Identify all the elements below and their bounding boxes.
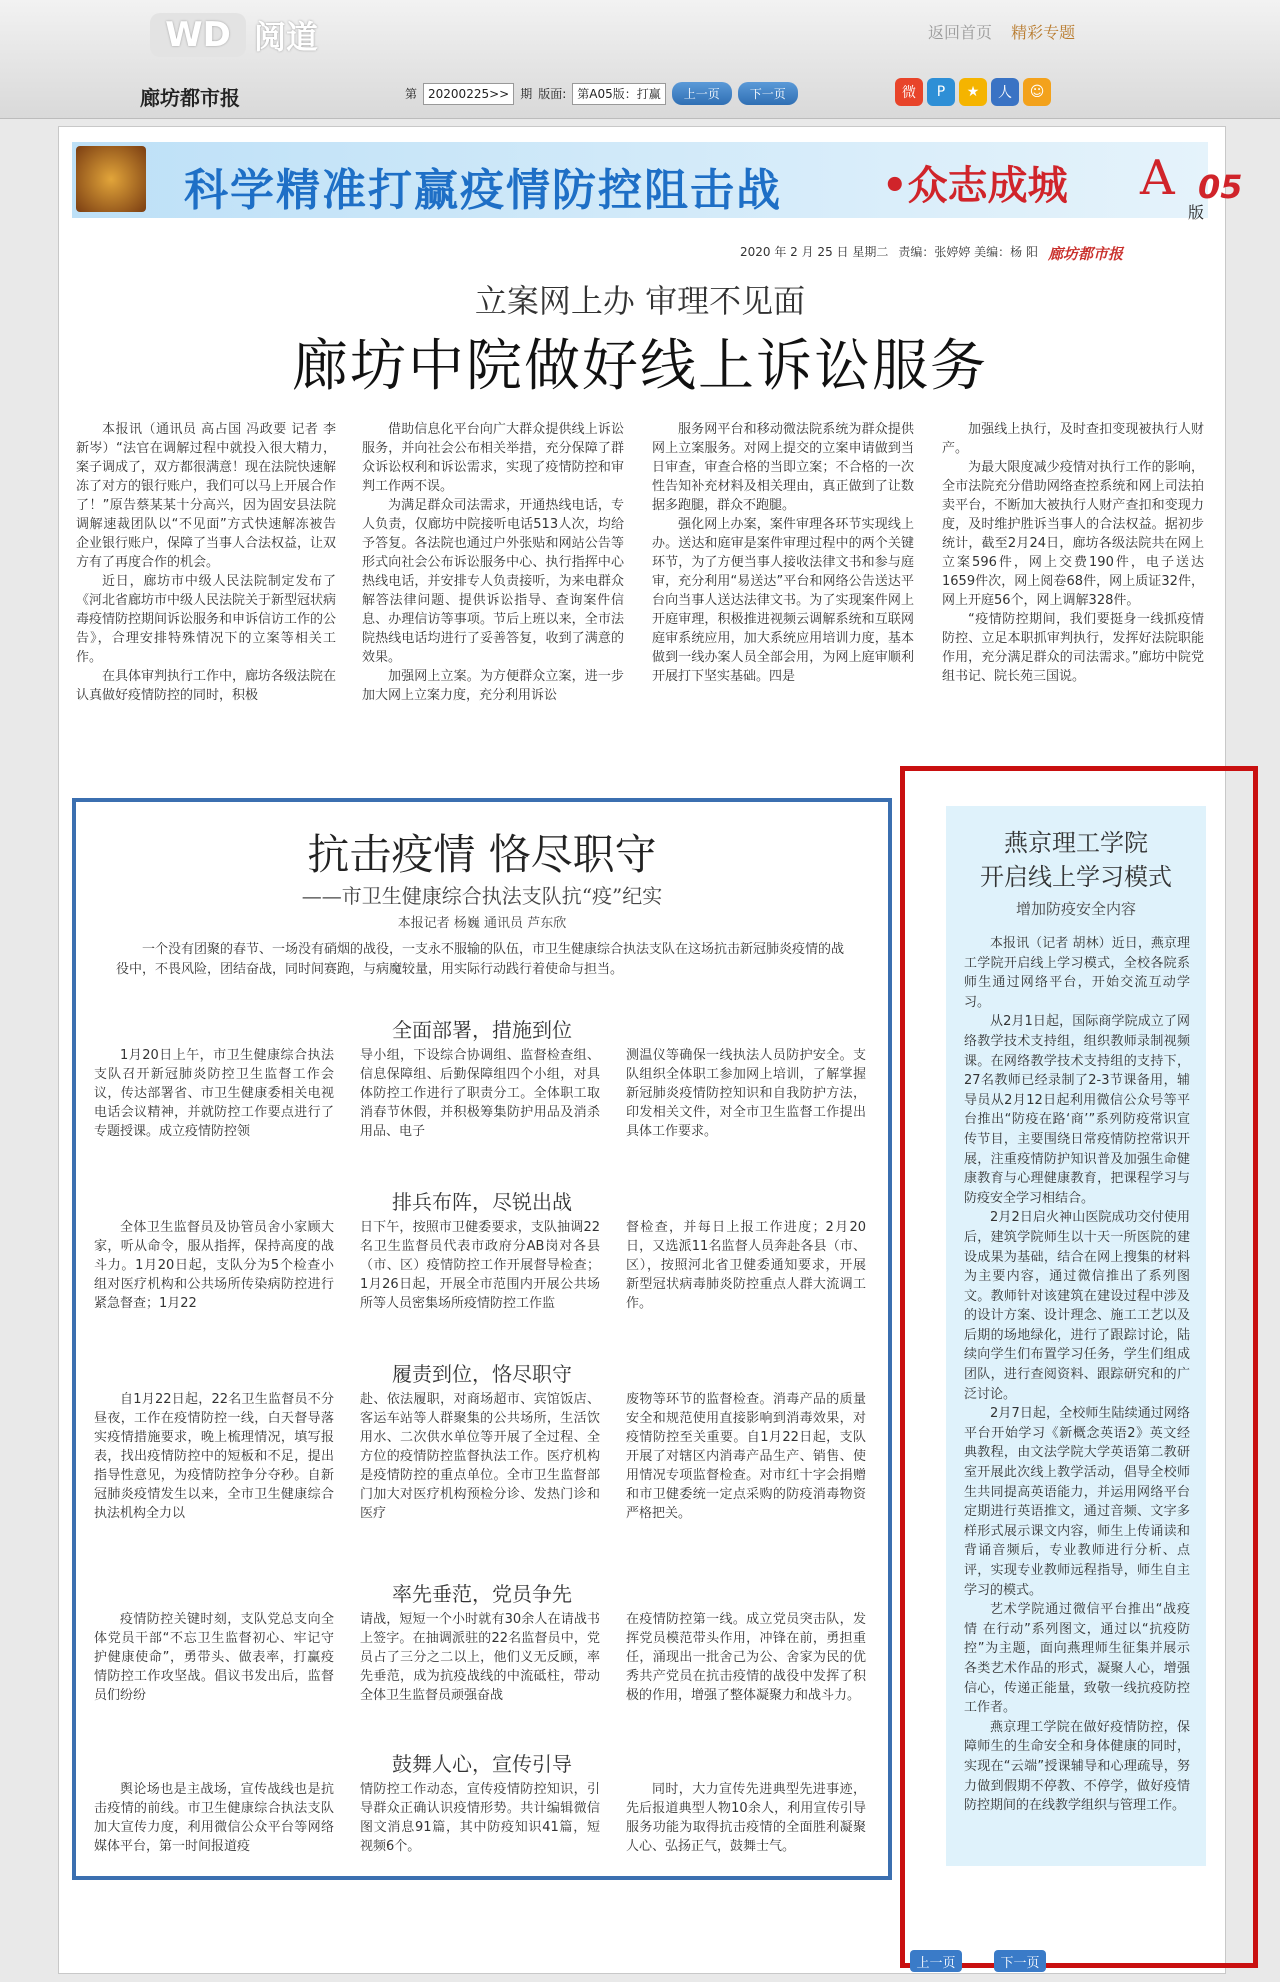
section-col — [626, 1046, 866, 1141]
top-links — [928, 20, 1089, 43]
star-icon[interactable]: ★ — [959, 78, 987, 106]
renren-icon[interactable]: 人 — [991, 78, 1019, 106]
paragraph: 加强线上执行，及时查扣变现被执行人财产。 — [942, 422, 1204, 456]
paragraph: 服务网平台和移动微法院系统为群众提供网上立案服务。对网上提交的立案申请做到当日审查，审查合格的当即立案；不合格的一次性告知补充材料及相关理由，真正做到了让数据多跑腿，群众不跑腿。 — [652, 422, 914, 513]
paragraph: “疫情防控期间，我们要挺身一线抓疫情防控、立足本职抓审判执行，发挥好法院职能作用，充分满足群众的司法需求。”廊坊中院党组书记、院长苑三国说。 — [942, 612, 1204, 684]
article2-intro: 一个没有团聚的春节、一场没有硝烟的战役，一支永不服输的队伍，市卫生健康综合执法支队在这场抗击新冠肺炎疫情的战役中，不畏风险，团结奋战，同时间赛跑，与病魔较量，用实际行动践行着使命与担当。 — [116, 942, 845, 977]
article3-subtitle: 增加防疫安全内容 — [1015, 900, 1136, 918]
section-ban: 版 — [1188, 203, 1205, 222]
paragraph: 为最大限度减少疫情对执行工作的影响，全市法院充分借助网络查控系统和网上司法拍卖平台，不断加大被执行人财产查扣和变现力度，及时维护胜诉当事人的合法权益。据初步统计，截至2月24日，廊坊各级法院共在网上立案596件，网上交费190件，电子送达1659件次，网上阅卷68件，网上质证32件，网上开庭56个，网上调解328件。 — [942, 460, 1204, 608]
article2-title: 抗击疫情 恪尽职守 — [307, 830, 657, 879]
section-col — [94, 1610, 334, 1705]
banner-subtitle: •众志成城 — [882, 162, 1068, 209]
article3-title-line2: 开启线上学习模式 — [980, 863, 1172, 891]
section-col — [360, 1780, 600, 1856]
issue-suffix: 期 — [520, 87, 533, 101]
article1-kicker: 立案网上办 审理不见面 — [474, 282, 806, 320]
paragraph: 本报讯（通讯员 高占国 冯政要 记者 李新岑）“法官在调解过程中就投入很大精力，案子调成了，双方都很满意！现在法院快速解冻了对方的银行账户，我们可以马上开展合作了！”原告蔡某某十分高兴，因为固安县法院调解速裁团队以“不见面”方式快速解冻被告企业银行账户，保障了当事人合法权益，让双方有了再度合作的机会。 — [76, 422, 337, 570]
section-col — [626, 1610, 866, 1705]
banner-title: 科学精准打赢疫情防控阻击战 — [184, 165, 782, 216]
section-col — [360, 1390, 600, 1523]
paragraph: 疫情防控关键时刻，支队党总支向全体党员干部“不忘卫生监督初心、牢记守护健康使命”，勇带头、做表率，打赢疫情防控工作攻坚战。倡议书发出后，监督员们纷纷 — [94, 1612, 334, 1703]
paper-brand: 廊坊都市报 — [1047, 245, 1123, 263]
issue-controls — [405, 82, 798, 105]
article2-box — [72, 798, 892, 1880]
share-icons — [895, 78, 1051, 106]
section-col — [626, 1218, 866, 1313]
footer-prev-button[interactable]: 上一页 — [910, 1950, 962, 1972]
article1-col1 — [76, 420, 336, 705]
paragraph: 在具体审判执行工作中，廊坊各级法院在认真做好疫情防控的同时，积极 — [76, 669, 337, 703]
article1-col3 — [652, 420, 914, 686]
section-col — [94, 1218, 334, 1313]
paragraph: 日下午，按照市卫健委要求，支队抽调22名卫生监督员代表市政府分AB岗对各县（市、区）疫情防控工作开展督导检查；1月26日起，开展全市范围内开展公共场所等人员密集场所疫情防控工作监 — [360, 1220, 600, 1311]
issue-label: 第 — [405, 87, 418, 101]
section-col — [360, 1218, 600, 1313]
paragraph: 为满足群众司法需求，开通热线电话，专人负责，仅廊坊中院接听电话513人次，均给予答复。各法院也通过户外张贴和网站公告等形式向社会公布诉讼服务中心、执行指挥中心热线电话，并安排专人负责接听，为来电群众解答法律问题、提供诉讼指导、查询案件信息、办理信访等事项。节后上班以来，全市法院热线电话均进行了妥善答复，收到了满意的效果。 — [362, 498, 624, 665]
section-heading: 率先垂范，党员争先 — [392, 1582, 572, 1606]
pinterest-icon[interactable]: P — [927, 78, 955, 106]
paragraph: 导小组，下设综合协调组、监督检查组、信息保障组、后勤保障组四个小组，对具体防控工作进行了职责分工。全体职工取消春节休假，并积极筹集防护用品及消杀用品、电子 — [360, 1048, 600, 1139]
selection-highlight-box — [900, 766, 1258, 1968]
paragraph: 督检查，并每日上报工作进度；2月20日，又选派11名监督人员奔赴各县（市、区），按照河北省卫健委通知要求，开展新型冠状病毒肺炎防控重点人群大流调工作。 — [626, 1220, 866, 1311]
page-select[interactable]: 第A05版：打赢 — [572, 83, 665, 105]
home-link[interactable]: 返回首页 — [928, 23, 993, 42]
paragraph: 从2月1日起，国际商学院成立了网络教学技术支持组，组织教师录制视频课。在网络教学技术支持组的支持下，27名教师已经录制了2-3节课备用，辅导员从2月12日起利用微信公众号等平台推出“防疫在路‘商’”系列防疫常识宣传节目，主要围绕日常疫情防控常识开展，注重疫情防护知识普及加强生命健康教育与心理健康教育，把课程学习与防疫安全学习相结合。 — [964, 1014, 1190, 1206]
page-label: 版面: — [538, 87, 567, 101]
top-bar — [0, 0, 1280, 119]
paragraph: 本报讯（记者 胡林）近日，燕京理工学院开启线上学习模式，全校各院系师生通过网络平台，开始交流互动学习。 — [964, 936, 1190, 1010]
paragraph: 燕京理工学院在做好疫情防控，保障师生的生命安全和身体健康的同时，实现在“云端”授课辅导和心理疏导，努力做到假期不停教、不停学，做好疫情防控期间的在线教学组织与管理工作。 — [964, 1719, 1190, 1814]
section-heading: 排兵布阵，尽锐出战 — [392, 1190, 572, 1214]
section-col — [94, 1046, 334, 1141]
virus-icon — [76, 146, 146, 212]
paragraph: 2月7日起，全校师生陆续通过网络平台开始学习《新概念英语2》英文经典教程，由文法学院大学英语第二教研室开展此次线上教学活动，倡导全校师生共同提高英语能力，并运用网络平台定期进行英语推文，通过音频、文字多样形式展示课文内容，师生上传诵读和背诵音频后，专业教师进行分析、点评，实现专业教师远程指导，师生自主学习的模式。 — [964, 1406, 1190, 1598]
paragraph: 在疫情防控第一线。成立党员突击队，发挥党员模范带头作用，冲锋在前，勇担重任，涌现出一批舍己为公、舍家为民的优秀共产党员在抗击疫情的战役中发挥了积极的作用，增强了整体凝聚力和战斗力。 — [626, 1612, 866, 1703]
issue-select[interactable]: 20200225>> — [423, 83, 514, 105]
section-number: 05 — [1198, 168, 1243, 206]
prev-page-button[interactable]: 上一页 — [672, 82, 732, 105]
paragraph: 2月2日启火神山医院成功交付使用后，建筑学院师生以十天一所医院的建设成果为基础，结合在网上搜集的材料为主要内容，通过微信推出了系列图文。教师针对该建筑在建设过程中涉及的设计方案、设计理念、施工工艺以及后期的场地绿化，进行了跟踪讨论，陆续向学生们布置学习任务，学生们组成团队，进行查阅资料、跟踪研究和的广泛讨论。 — [964, 1210, 1190, 1402]
paragraph: 加强网上立案。为方便群众立案，进一步加大网上立案力度，充分利用诉讼 — [362, 669, 624, 703]
paragraph: 情防控工作动态，宣传疫情防控知识，引导群众正确认识疫情形势。共计编辑微信图文消息91篇，其中防疫知识41篇，短视频6个。 — [360, 1782, 600, 1854]
next-page-button[interactable]: 下一页 — [738, 82, 798, 105]
article1-headline: 廊坊中院做好线上诉讼服务 — [292, 334, 988, 399]
paragraph: 强化网上办案，案件审理各环节实现线上办。送达和庭审是案件审理过程中的两个关键环节，为了方便当事人接收法律文书和参与庭审，充分利用“易送达”平台和网络公告送达平台向当事人送达法律文书。为了实现案件网上开庭审理，积极推进视频云调解系统和互联网庭审系统应用，加大系统应用培训力度，基本做到一线办案人员全部会用，为网上庭审顺利开展打下坚实基础。四是 — [652, 517, 914, 684]
paragraph: 1月20日上午，市卫生健康综合执法支队召开新冠肺炎防控卫生监督工作会议，传达部署省、市卫生健康委相关电视电话会议精神，并就防控工作要点进行了专题授课。成立疫情防控领 — [94, 1048, 334, 1139]
section-letter: A — [1140, 150, 1175, 206]
article2-subtitle: ——市卫生健康综合执法支队抗“疫”纪实 — [301, 884, 663, 908]
paragraph: 请战，短短一个小时就有30余人在请战书上签字。在抽调派驻的22名监督员中，党员占了三分之二以上，他们义无反顾，率先垂范，成为抗疫战线的中流砥柱，带动全体卫生监督员顽强奋战 — [360, 1612, 600, 1703]
section-heading: 履责到位，恪尽职守 — [392, 1362, 572, 1386]
site-logo[interactable] — [150, 12, 318, 58]
paragraph: 艺术学院通过微信平台推出“战疫情 在行动”系列图文，通过以“抗疫防控”为主题，面向燕理师生征集并展示各类艺术作品的形式，凝聚人心，增强信心，传递正能量，致敬一线抗疫防控工作者。 — [964, 1602, 1190, 1716]
paragraph: 废物等环节的监督检查。消毒产品的质量安全和规范使用直接影响到消毒效果，对疫情防控至关重要。自1月22日起，支队开展了对辖区内消毒产品生产、销售、使用情况专项监督检查。对市红十字会捐赠和市卫健委统一定点采购的防疫消毒物资严格把关。 — [626, 1392, 866, 1521]
smile-icon[interactable]: ☺ — [1023, 78, 1051, 106]
article1-col2 — [362, 420, 624, 705]
paragraph: 舆论场也是主战场，宣传战线也是抗击疫情的前线。市卫生健康综合执法支队加大宣传力度，利用微信公众平台等网络媒体平台，第一时间报道疫 — [94, 1782, 334, 1854]
section-col — [94, 1390, 334, 1523]
section-heading: 全面部署，措施到位 — [392, 1018, 572, 1042]
section-heading: 鼓舞人心，宣传引导 — [392, 1752, 572, 1776]
article1-col4 — [942, 420, 1204, 686]
article2-byline: 本报记者 杨巍 通讯员 芦东欣 — [397, 916, 567, 931]
weibo-icon[interactable]: 微 — [895, 78, 923, 106]
footer-next-button[interactable]: 下一页 — [994, 1950, 1046, 1972]
section-col — [626, 1390, 866, 1523]
section-col — [94, 1780, 334, 1856]
logo-text: 阅道 — [254, 18, 319, 56]
section-col — [626, 1780, 866, 1856]
paragraph: 自1月22日起，22名卫生监督员不分昼夜，工作在疫情防控一线，白天督导落实疫情措施要求，晚上梳理情况，填写报表，找出疫情防控中的短板和不足，提出指导性意见，为疫情防控争分夺秒。自新冠肺炎疫情发生以来，全市卫生健康综合执法机构全力以 — [94, 1392, 334, 1521]
paper-name: 廊坊都市报 — [140, 86, 240, 110]
page-banner — [72, 142, 1243, 218]
article3-title-line1: 燕京理工学院 — [1004, 829, 1148, 857]
logo-mark: WD — [150, 13, 246, 57]
dateline — [740, 243, 1123, 264]
paragraph: 全体卫生监督员及协管员舍小家顾大家，听从命令，服从指挥，保持高度的战斗力。1月20日起，支队分为5个检查小组对医疗机构和公共场所传染病防控进行紧急督查；1月22 — [94, 1220, 334, 1311]
paragraph: 同时，大力宣传先进典型先进事迹，先后报道典型人物10余人，利用宣传引导服务功能为取得抗击疫情的全面胜利凝聚人心、弘扬正气，鼓舞士气。 — [626, 1782, 866, 1854]
paragraph: 测温仪等确保一线执法人员防护安全。支队组织全体职工参加网上培训，了解掌握新冠肺炎疫情防控知识和自我防护方法，印发相关文件，对全市卫生监督工作提出具体工作要求。 — [626, 1048, 866, 1139]
paragraph: 赴、依法履职，对商场超市、宾馆饭店、客运车站等人群聚集的公共场所，生活饮用水、二次供水单位等开展了全过程、全方位的疫情防控监督执法工作。医疗机构是疫情防控的重点单位。全市卫生监督部门加大对医疗机构预检分诊、发热门诊和医疗 — [360, 1392, 600, 1521]
featured-link[interactable]: 精彩专题 — [1011, 23, 1076, 42]
issue-date: 2020 年 2 月 25 日 星期二 — [740, 245, 889, 259]
paragraph: 近日，廊坊市中级人民法院制定发布了《河北省廊坊市中级人民法院关于新型冠状病毒疫情防控期间诉讼服务和申诉信访工作的公告》，合理安排特殊情况下的立案等相关工作。 — [76, 574, 337, 665]
section-col — [360, 1610, 600, 1705]
section-col — [360, 1046, 600, 1141]
editor-credit: 责编：张婷婷 美编：杨 阳 — [898, 245, 1038, 259]
paragraph: 借助信息化平台向广大群众提供线上诉讼服务，并向社会公布相关举措，充分保障了群众诉讼权利和诉讼需求，实现了疫情防控和审判工作两不误。 — [362, 422, 624, 494]
